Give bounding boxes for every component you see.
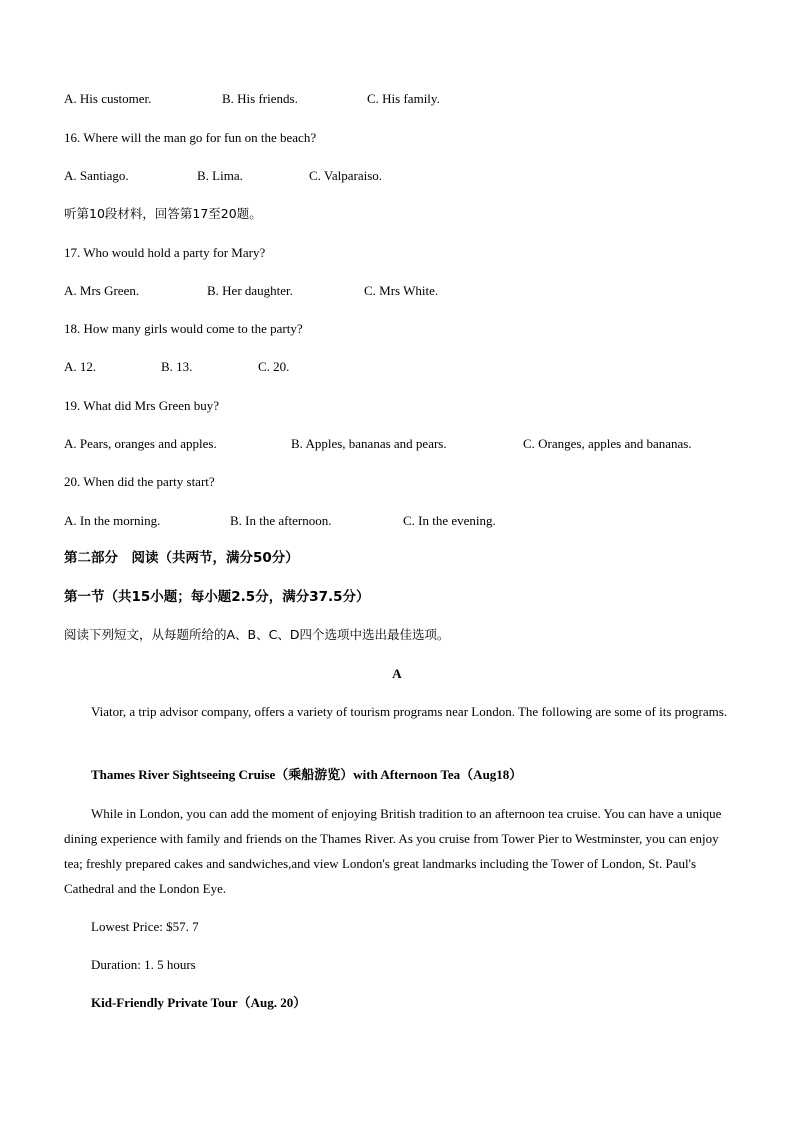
q17-option-a: A. Mrs Green. — [64, 283, 140, 298]
q15-option-a: A. His customer. — [64, 91, 152, 106]
q19-question: 19. What did Mrs Green buy? — [64, 398, 220, 413]
q19-option-c: C. Oranges, apples and bananas. — [523, 436, 692, 451]
program2-title: Kid-Friendly Private Tour（Aug. 20） — [91, 995, 307, 1010]
program1-price: Lowest Price: $57. 7 — [91, 919, 199, 934]
passage-letter: A — [392, 666, 402, 681]
q17-option-b: B. Her daughter. — [207, 283, 293, 298]
program1-title: Thames River Sightseeing Cruise（乘船游览）with Afternoon Tea（Aug18） — [91, 767, 523, 782]
q15-option-b: B. His friends. — [222, 91, 298, 106]
q16-option-a: A. Santiago. — [64, 168, 129, 183]
q20-question: 20. When did the party start? — [64, 474, 215, 489]
q16-question: 16. Where will the man go for fun on the beach? — [64, 130, 317, 145]
part2-heading: 第二部分 阅读（共两节，满分50分） — [64, 550, 299, 566]
q18-option-c: C. 20. — [258, 359, 290, 374]
q19-option-b: B. Apples, bananas and pears. — [291, 436, 447, 451]
q18-option-a: A. 12. — [64, 359, 97, 374]
q16-option-b: B. Lima. — [197, 168, 243, 183]
q15-option-c: C. His family. — [367, 91, 440, 106]
section10-instruction: 听第10段材料，回答第17至20题。 — [64, 206, 262, 221]
q18-question: 18. How many girls would come to the party? — [64, 321, 303, 336]
q19-option-a: A. Pears, oranges and apples. — [64, 436, 217, 451]
section1-heading: 第一节（共15小题；每小题2.5分，满分37.5分） — [64, 589, 370, 605]
program1-duration: Duration: 1. 5 hours — [91, 957, 196, 972]
q18-option-b: B. 13. — [161, 359, 193, 374]
q20-option-b: B. In the afternoon. — [230, 513, 332, 528]
q20-option-a: A. In the morning. — [64, 513, 161, 528]
q17-question: 17. Who would hold a party for Mary? — [64, 245, 266, 260]
q17-option-c: C. Mrs White. — [364, 283, 439, 298]
program1-description: While in London, you can add the moment of enjoying British tradition to an afternoon tea cruise. You can have a unique dining experience with family and friends on the Thames River. As you cruise from Tower Pier to Westminster, you can enjoy tea; freshly prepared cakes and sandwiches,and view London's great landmarks including the Tower of London, St. Paul's Cathedral and the London Eye. — [64, 806, 722, 896]
reading-instruction: 阅读下列短文，从每题所给的A、B、C、D四个选项中选出最佳选项。 — [64, 627, 450, 642]
q16-option-c: C. Valparaiso. — [309, 168, 383, 183]
q20-option-c: C. In the evening. — [403, 513, 496, 528]
intro-paragraph: Viator, a trip advisor company, offers a variety of tourism programs near London. The following are some of its programs. — [91, 704, 728, 719]
